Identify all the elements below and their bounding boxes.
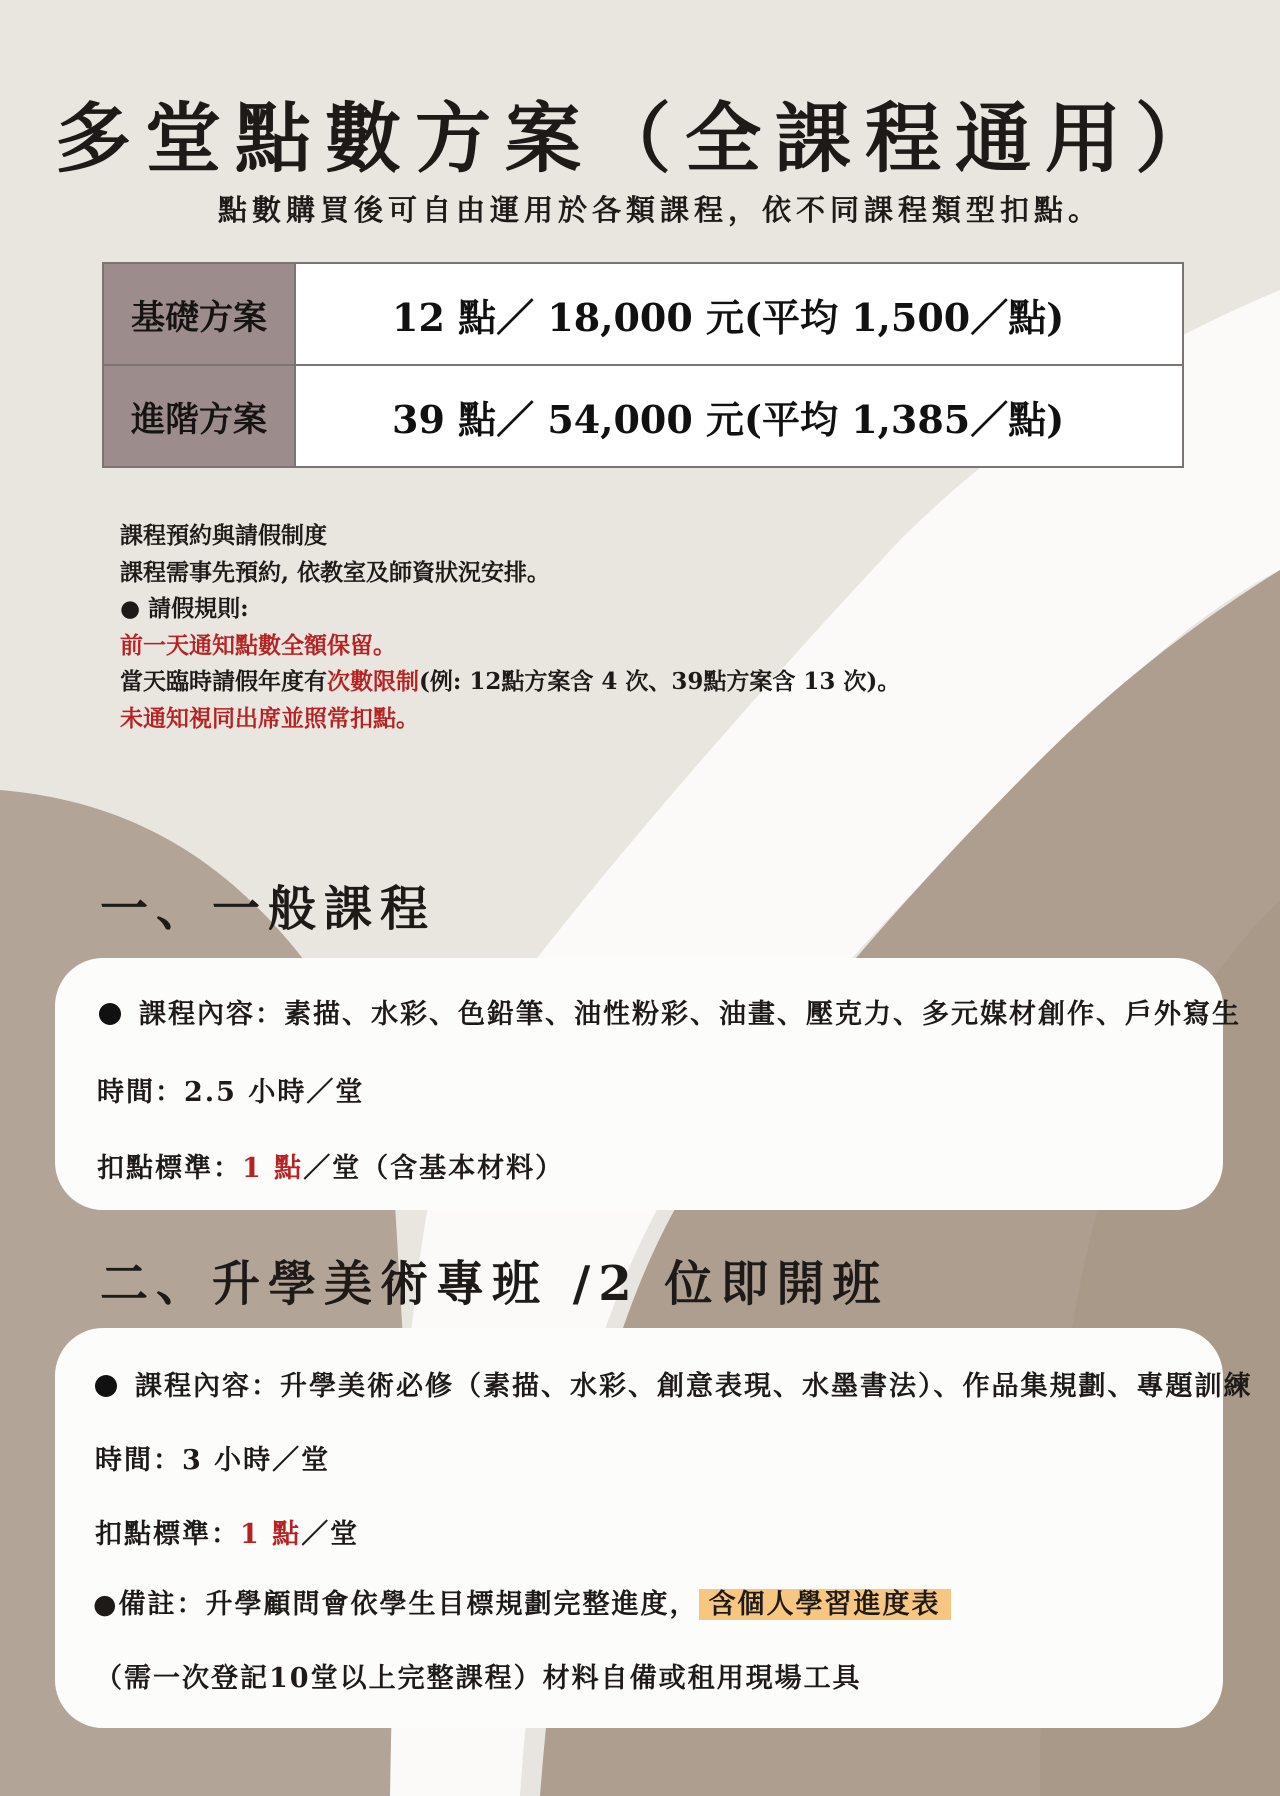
page-title: 多堂點數方案（全課程通用） (55, 94, 1225, 183)
points-value: 1 點 (240, 1519, 302, 1550)
academy-course-card (55, 1328, 1253, 1728)
course-time: 時間：3 小時／堂 (95, 1445, 331, 1476)
course-content-text: 課程內容：素描、水彩、色鉛筆、油性粉彩、油畫、壓克力、多元媒材創作、戶外寫生 (139, 999, 1241, 1030)
points-value: 1 點 (242, 1153, 304, 1184)
policy-text-red: 次數限制 (327, 668, 419, 695)
policy-line (120, 664, 900, 701)
general-course-card (55, 958, 1241, 1210)
policy-line-red: 前一天通知點數全額保留。 (120, 631, 396, 659)
policy-line-red: 未通知視同出席並照常扣點。 (120, 704, 419, 732)
points-label: 扣點標準： (97, 1153, 242, 1184)
course-points (97, 1146, 564, 1185)
points-suffix: ／堂 (301, 1519, 360, 1550)
policy-line: 課程需事先預約, 依教室及師資狀況安排。 (120, 558, 551, 586)
bullet-icon (99, 1003, 121, 1025)
plan-name: 基礎方案 (103, 263, 295, 365)
booking-policy (120, 518, 900, 737)
note-text: ●備註：升學顧問會依學生目標規劃完整進度， (93, 1589, 699, 1620)
course-points (95, 1512, 359, 1551)
plan-row (103, 365, 1183, 467)
plan-table (102, 262, 1184, 468)
policy-heading: 課程預約與請假制度 (120, 522, 327, 549)
plan-row (103, 263, 1183, 365)
course-note (93, 1582, 951, 1621)
page-subtitle: 點數購買後可自由運用於各類課程，依不同課程類型扣點。 (217, 193, 1102, 227)
section-heading-academy: 二、升學美術專班 /2 位即開班 (100, 1256, 889, 1312)
course-note-extra: （需一次登記10堂以上完整課程）材料自備或租用現場工具 (95, 1663, 862, 1694)
course-content-text: 課程內容：升學美術必修（素描、水彩、創意表現、水墨書法）、作品集規劃、專題訓練 (135, 1371, 1253, 1402)
course-content (95, 1364, 1253, 1403)
plan-price: 12 點／ 18,000 元(平均 1,500／點) (295, 263, 1183, 365)
bullet-icon (95, 1375, 117, 1397)
policy-line: ● 請假規則: (120, 595, 249, 622)
plan-price: 39 點／ 54,000 元(平均 1,385／點) (295, 365, 1183, 467)
policy-text: (例: 12點方案含 4 次、39點方案含 13 次)。 (419, 668, 901, 695)
points-suffix: ／堂（含基本材料） (303, 1153, 565, 1184)
policy-text: 當天臨時請假年度有 (120, 668, 327, 695)
course-time: 時間：2.5 小時／堂 (97, 1077, 365, 1108)
course-content (99, 992, 1241, 1031)
section-heading-general: 一、一般課程 (100, 881, 437, 937)
plan-name: 進階方案 (103, 365, 295, 467)
note-highlight: 含個人學習進度表 (699, 1589, 951, 1620)
points-label: 扣點標準： (95, 1519, 240, 1550)
